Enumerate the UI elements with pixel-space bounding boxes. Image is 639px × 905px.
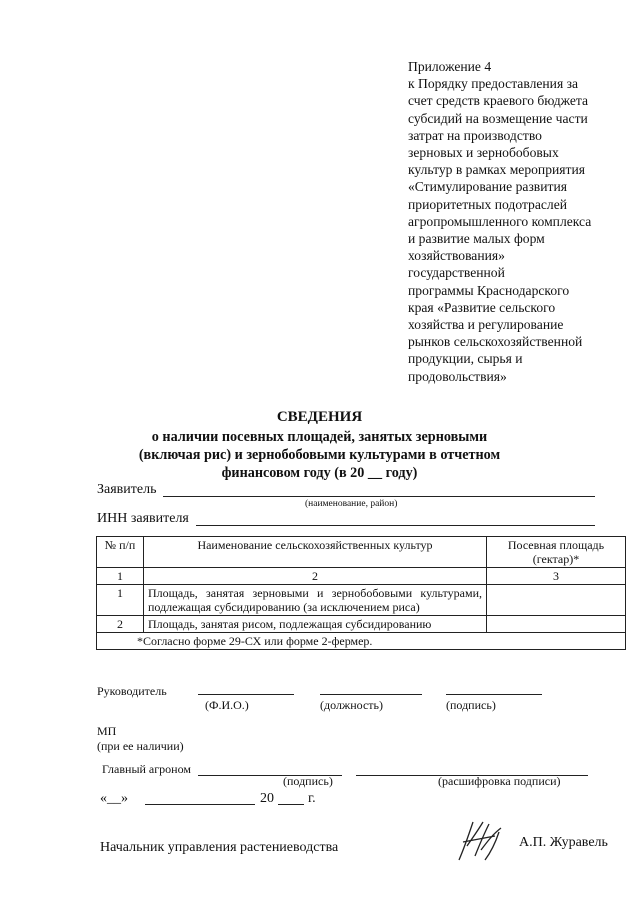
document-subtitle [0,428,639,482]
table-footnote: *Согласно форме 29-СХ или форме 2-фермер. [97,633,626,650]
annex-line: Приложение 4 [408,59,492,74]
subtitle-line: (включая рис) и зернобобовыми культурами в отчетном [138,447,501,463]
annex-line: культур в рамках мероприятия [408,162,586,178]
date-quote-open: « [100,791,107,806]
head-signature-field[interactable] [446,694,542,695]
annex-line: государственной [408,265,505,281]
annex-line: приоритетных подотраслей [408,196,568,212]
position-caption: (должность) [320,698,383,712]
header-area: Посевная площадь (гектар)* [487,537,626,568]
table-row [97,616,626,633]
annex-line: «Стимулирование развития [408,179,567,195]
signature-caption: (подпись) [446,698,496,712]
annex-line: агропромышленного комплекса [408,213,592,229]
subtitle-line: финансовом году (в 20 __ году) [221,465,418,481]
table-row [97,585,626,616]
annex-line: программы Краснодарского [408,282,570,298]
annex-block [408,58,633,385]
stamp-label: МП [97,724,117,738]
inn-label: ИНН заявителя [97,511,189,526]
agro-sign-caption: (подпись) [283,774,333,788]
chief-name: А.П. Журавель [519,835,608,850]
head-position-field[interactable] [320,694,422,695]
annex-line: к Порядку предоставления за [408,76,579,92]
crops-table [96,536,626,650]
row-area-input[interactable] [487,585,626,616]
stamp-note: (при ее наличии) [97,739,184,753]
annex-line: зерновых и зернобобовых [408,145,559,161]
annex-line: хозяйствования» [408,248,505,264]
header-num: № п/п [97,537,144,568]
subtitle-line: о наличии посевных площадей, занятых зерновыми [151,429,488,445]
year-field[interactable] [278,804,304,805]
annex-line: продукции, сырья и [408,351,523,367]
footnote-row [97,633,626,650]
applicant-label: Заявитель [97,482,157,497]
date-quote-close: » [121,791,128,806]
date-month-field[interactable] [145,804,255,805]
annex-line: счет средств краевого бюджета [408,93,589,109]
chief-label: Начальник управления растениеводства [100,840,339,855]
applicant-caption: (наименование, район) [305,499,398,509]
annex-line: рынков сельскохозяйственной [408,334,583,350]
row-crop-name: Площадь, занятая рисом, подлежащая субсидированию [144,616,487,633]
date-line [100,791,128,807]
numbering-cell: 2 [144,568,487,585]
row-area-input[interactable] [487,616,626,633]
row-crop-name: Площадь, занятая зерновыми и зернобобовыми культурами, подлежащая субсидированию (за исключением риса) [144,585,487,616]
head-label: Руководитель [97,684,167,698]
row-num: 1 [97,585,144,616]
table-header-row [97,537,626,568]
row-num: 2 [97,616,144,633]
year-suffix: г. [308,791,316,806]
handwritten-signature [455,816,515,866]
numbering-cell: 1 [97,568,144,585]
annex-line: хозяйства и регулирование [408,317,564,333]
annex-line: и развитие малых форм [408,231,545,247]
document-title: СВЕДЕНИЯ [276,409,363,425]
annex-line: края «Развитие сельского [408,299,556,315]
agronomist-label: Главный агроном [102,762,191,776]
agro-decode-caption: (расшифровка подписи) [438,774,561,788]
table-numbering-row [97,568,626,585]
numbering-cell: 3 [487,568,626,585]
year-prefix: 20 [260,791,274,806]
annex-line: продовольствия» [408,368,507,384]
annex-line: затрат на производство [408,127,542,143]
head-fio-field[interactable] [198,694,294,695]
annex-line: субсидий на возмещение части [408,110,588,126]
date-day-field[interactable]: __ [107,791,121,806]
inn-field[interactable] [196,525,595,526]
fio-caption: (Ф.И.О.) [205,698,249,712]
applicant-field[interactable] [163,496,595,497]
header-crop: Наименование сельскохозяйственных культур [144,537,487,568]
